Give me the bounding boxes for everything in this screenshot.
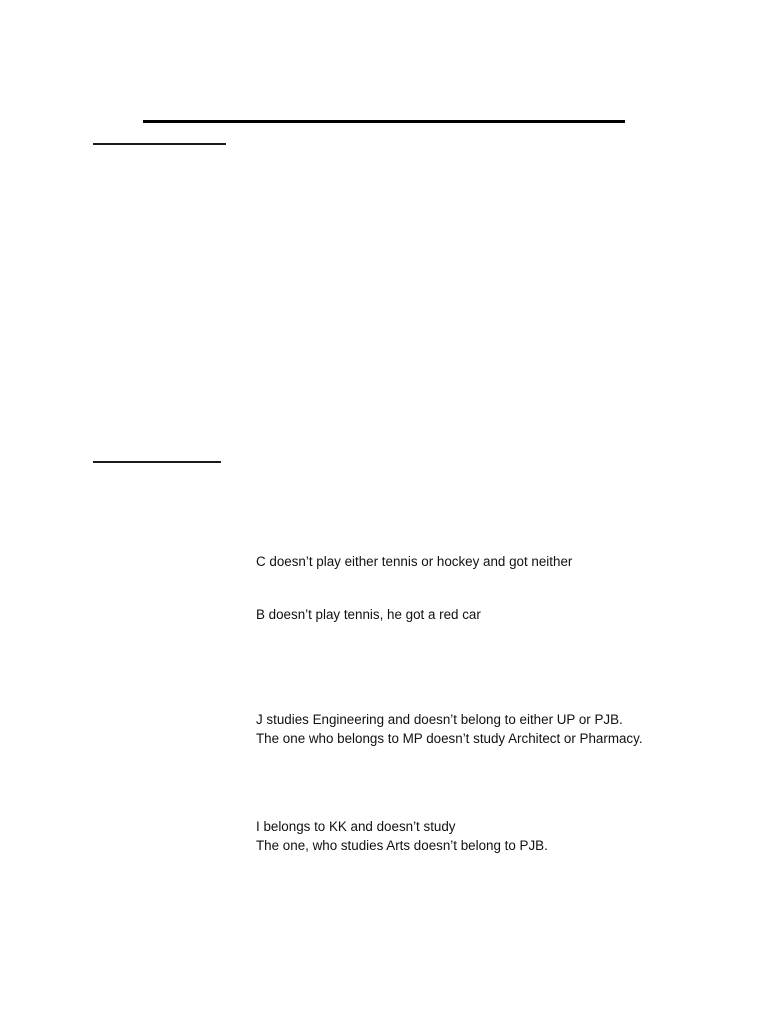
section-2-heading-underline bbox=[93, 461, 221, 463]
clue-block-3 bbox=[256, 710, 643, 748]
title-underline bbox=[143, 120, 625, 123]
clue-line: B doesn’t play tennis, he got a red car bbox=[256, 607, 481, 622]
section-1-heading-underline bbox=[93, 143, 226, 145]
clue-line: C doesn’t play either tennis or hockey and got neither bbox=[256, 554, 573, 569]
clue-line: The one who belongs to MP doesn’t study Architect or Pharmacy. bbox=[256, 731, 643, 746]
clue-line: The one, who studies Arts doesn’t belong to PJB. bbox=[256, 838, 548, 853]
clue-block-1 bbox=[256, 552, 572, 571]
clue-block-2 bbox=[256, 605, 481, 624]
clue-block-4 bbox=[256, 817, 548, 855]
clue-line: I belongs to KK and doesn’t study bbox=[256, 819, 456, 834]
clue-line: J studies Engineering and doesn’t belong to either UP or PJB. bbox=[256, 712, 623, 727]
